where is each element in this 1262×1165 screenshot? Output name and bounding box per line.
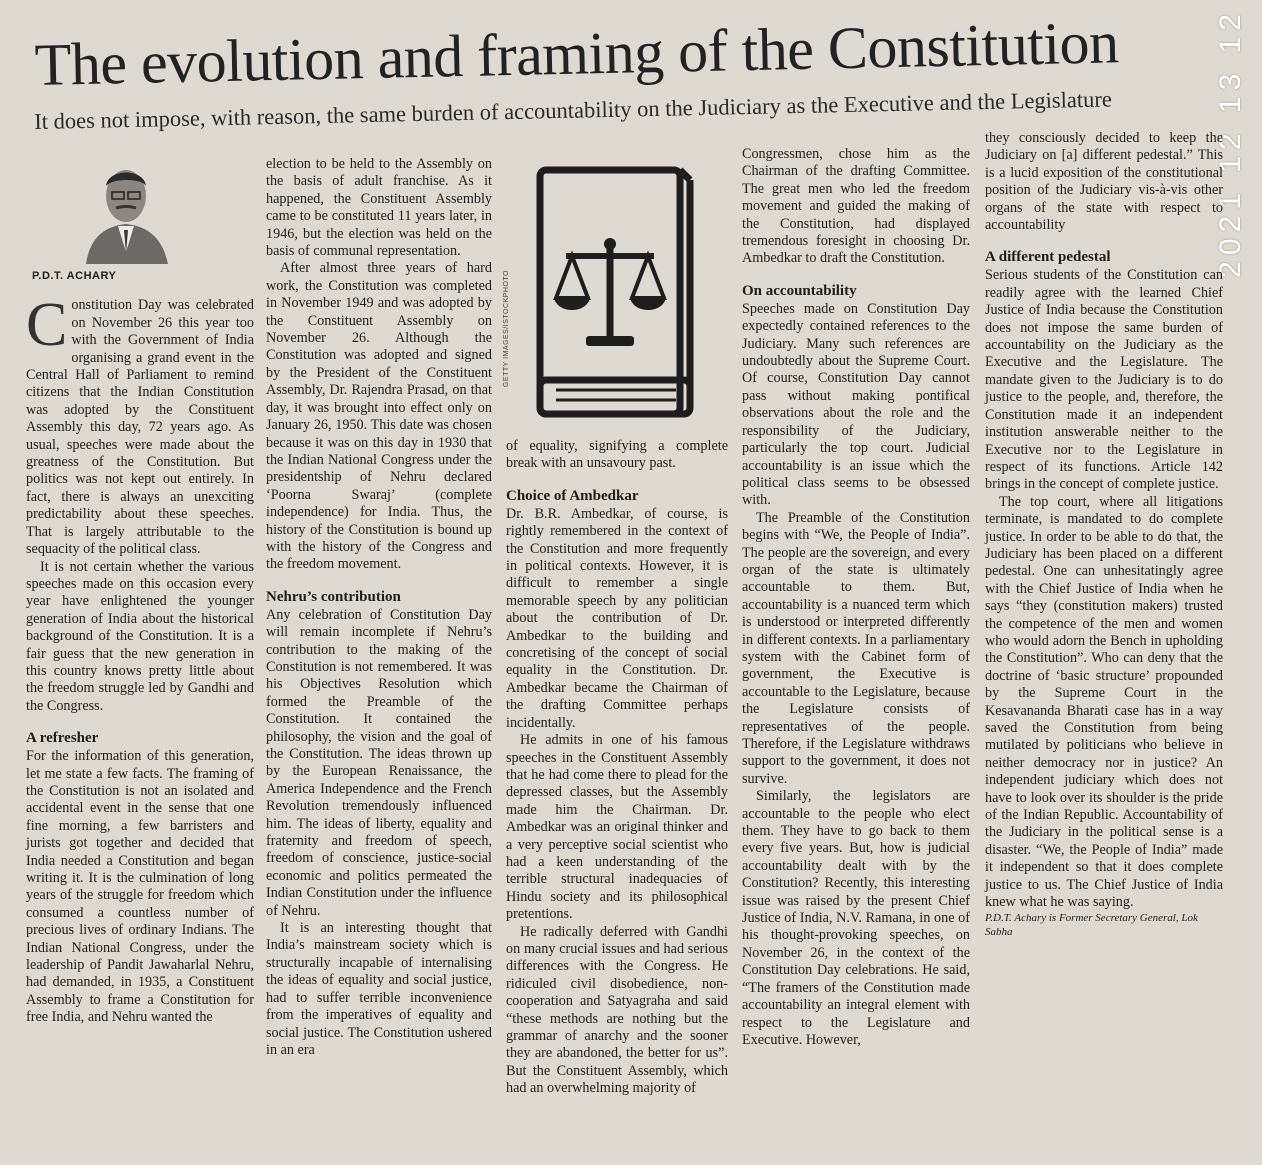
author-bio: P.D.T. Achary is Former Secretary General, Lok Sabha	[985, 912, 1198, 939]
column-3	[503, 160, 728, 1098]
drop-cap: C	[26, 291, 68, 360]
paragraph: He radically deferred with Gandhi on many crucial issues and had serious differences with the Congress. He ridiculed civil disobedience, non-cooperation and Satyagraha and said “these methods are nothing but the grammar of anarchy and the sooner they are abandoned, the better for us”. But the Constituent Assembly, which had an overwhelming majority of	[506, 923, 728, 1097]
paragraph: It is an interesting thought that India’s mainstream society which is structurally incapable of internalising the ideas of equality and social justice, had to suffer terrible inconvenience from the imperatives of equality and social justice. The Constitution ushered in an era	[266, 920, 492, 1058]
column-1	[26, 156, 254, 1027]
paragraph-text: onstitution Day was celebrated on November 26 this year too with the Government of India organising a grand event in the Central Hall of Parliament to remind citizens that the Indian Constitution was adopted by the Constituent Assembly this day, 72 years ago. As usual, speeches were made about the greatness of the Constitution. But politics was not kept out entirely. In fact, there is always an unexciting predictability about these speeches. That is largely attributable to the sequacity of the political class.	[26, 297, 254, 558]
paragraph: of equality, signifying a complete break with an unsavoury past.	[506, 438, 728, 472]
paragraph: For the information of this generation, let me state a few facts. The framing of the Constitution is not an isolated and accidental event in the sense that one fine morning, a few barristers and jurists got together and decided that India needed a Constitution and began writing it. It is the culmination of long years of the struggle for freedom which consumed a countless number of precious lives of ordinary Indians. The Indian National Congress, under the leadership of Pandit Jawaharlal Nehru, had demanded, in 1935, a Constituent Assembly to frame a Constitution for free India, and Nehru wanted the	[26, 748, 254, 1026]
paragraph: It is not certain whether the various speeches made on this occasion every year have enlightened the younger generation of India about the historical background of the Constitution. It is a fair guess that the new generation in this country knows pretty little about the freedom struggle led by Gandhi and the Congress.	[26, 558, 254, 714]
standfirst: It does not impose, with reason, the same burden of accountability on the Judiciary as the Executive and the Legislature	[34, 86, 1113, 134]
subheading: A refresher	[26, 730, 99, 747]
column-5	[985, 130, 1223, 939]
paragraph	[26, 291, 254, 558]
paragraph: they consciously decided to keep the Judiciary on [a] different pedestal.” This is a lucid exposition of the constitutional position of the Judiciary vis-à-vis other organs of the state with respect to accountability	[985, 130, 1223, 234]
paragraph: Speeches made on Constitution Day expectedly contained references to the Judiciary. Many such references are undoubtedly about the Supreme Court. Of course, Constitution Day cannot pass without making pontifical observations about the role and the responsibility of the Judiciary, particularly the top court. Judicial accountability is an issue which the political class seems to be obsessed with.	[742, 300, 970, 509]
paragraph: Congressmen, chose him as the Chairman of the drafting Committee. The great men who led the freedom movement and guided the making of the Constitution, had displayed tremendous foresight in choosing Dr. Ambedkar to draft the Constitution.	[742, 146, 970, 267]
paragraph: Dr. B.R. Ambedkar, of course, is rightly remembered in the context of the Constitution and more frequently in political contexts. However, it is difficult to remember a single memorable speech by any politician about the contribution of Dr. Ambedkar to the building and concretising of the concept of social equality in the Constitution. Dr. Ambedkar became the Chairman of the drafting Committee perhaps incidentally.	[506, 505, 728, 731]
paragraph: election to be held to the Assembly on the basis of adult franchise. As it happened, the Constituent Assembly came to be constituted 11 years later, in 1946, but the election was held on the basis of communal representation.	[266, 156, 492, 260]
column-2	[266, 156, 492, 1059]
subheading: A different pedestal	[985, 249, 1111, 266]
photo-credit: GETTY IMAGES/ISTOCKPHOTO	[503, 270, 510, 388]
paragraph: Any celebration of Constitution Day will remain incomplete if Nehru’s contribution to the making of the Constitution is not remembered. It was his Objectives Resolution which formed the Preamble of the Constitution. It contained the philosophy, the vision and the goal of the Constitution. The ideas thrown up by the European Renaissance, the America Independence and the French Revolution tremendously influenced him. The ideas of liberty, equality and fraternity and freedom of speech, freedom of conscience, justice-social economic and politics permeated the Indian Constitution under the influence of Nehru.	[266, 606, 492, 919]
paragraph: Similarly, the legislators are accountable to the people who elect them. They have to go back to them every five years. But, how is judicial accountability dealt with by the Constitution? Recently, this interesting issue was raised by the present Chief Justice of India, N.V. Ramana, in one of his thought-provoking speeches, on November 26, in the context of the Constitution Day celebrations. He said, “The framers of the Constitution made accountability an integral element with respect to the Legislature and Executive. However,	[742, 788, 970, 1048]
author-portrait-icon	[46, 156, 206, 264]
paragraph: The Preamble of the Constitution begins with “We, the People of India”. The people are the sovereign, and every organ of the state is ultimately accountable to them. But, accountability is a nuanced term which is understood or interpreted differently in different contexts. In a parliamentary system with the Cabinet form of government, the Executive is accountable to the Legislature, because the Legislature consists of representatives of the people. Therefore, if the Legislature withdraws support to the government, it does not survive.	[742, 509, 970, 787]
law-book-scales-icon	[503, 160, 728, 430]
paragraph: After almost three years of hard work, the Constitution was completed in November 1949 and was adopted by the Constituent Assembly on November 26. Although the Constitution was adopted and signed by the President of the Constituent Assembly, Dr. Rajendra Prasad, on that day, it was brought into effect only on January 26, 1950. This date was chosen because it was on this day in 1930 that the Indian National Congress under the presidentship of Nehru declared ‘Poorna Swaraj’ (complete independence) for India. Thus, the history of the Constitution is bound up with the history of the Congress and the freedom movement.	[266, 260, 492, 573]
column-4	[742, 146, 970, 1049]
paragraph: Serious students of the Constitution can readily agree with the learned Chief Justice of India because the Constitution does not impose the same burden of accountability on the Judiciary as the Executive and the Legislature. The mandate given to the Judiciary is to do justice to the people, and, therefore, the Constitution made it an independent institution answerable neither to the Executive nor to the Legislature in respect of its functions. Article 142 brings in the concept of complete justice.	[985, 267, 1223, 493]
date-stamp: 2021 12 13 12	[1214, 8, 1247, 278]
subheading: On accountability	[742, 282, 857, 299]
subheading: Nehru’s contribution	[266, 588, 401, 605]
subheading: Choice of Ambedkar	[506, 487, 639, 504]
paragraph: He admits in one of his famous speeches in the Constituent Assembly that he had come there to plead for the depressed classes, but the Assembly made him the Chairman. Dr. Ambedkar was an original thinker and a very perceptive social scientist who had a keen understanding of the terrible structural inadequacies of Hindu society and its philosophical pretentions.	[506, 732, 728, 923]
paragraph: The top court, where all litigations terminate, is mandated to do complete justice. In order to be able to do that, the Judiciary has been placed on a different pedestal. One can unhesitatingly agree with the Chief Justice of India when he says “they (constitution makers) trusted the competence of the men and women who would adorn the Bench in upholding the Constitution”. Who can deny that the doctrine of ‘basic structure’ propounded by the Supreme Court in the Kesavananda Bharati case has in a way saved the Constitution from being mutilated by politicians who believe in neither democracy nor in justice? An independent judiciary which does not have to look over its shoulder is the pride of the Indian Republic. Accountability of the Judiciary in the political sense is a disaster. “We, the People of India” made it independent so that it does complete justice to us. The Chief Justice of India knew what he was saying.	[985, 493, 1223, 911]
author-byline: P.D.T. ACHARY	[32, 270, 117, 282]
headline: The evolution and framing of the Constitution	[34, 9, 1120, 98]
